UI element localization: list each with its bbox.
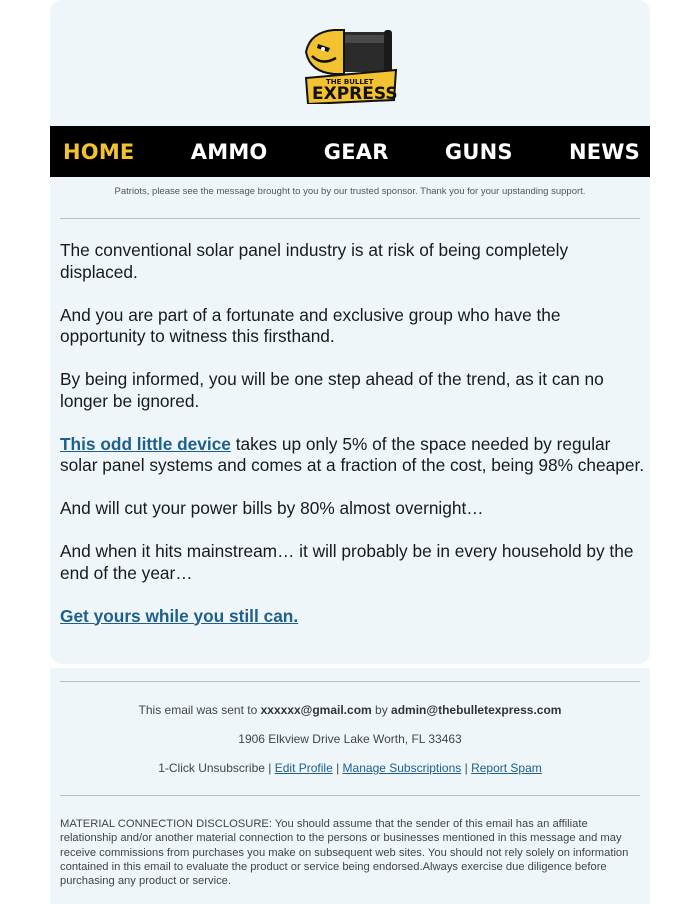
nav-ammo[interactable]: AMMO (190, 139, 268, 164)
body-paragraph-4 (60, 434, 645, 477)
footer-links (50, 761, 650, 775)
bullet-mascot-icon (300, 26, 400, 104)
logo-big-text: EXPRESS (312, 84, 398, 104)
unsubscribe-link[interactable]: 1-Click Unsubscribe (158, 761, 265, 775)
body-paragraph-4-rest: takes up only 5% of the space needed by regular solar panel systems and comes at a fraction of the cost, being 98% cheaper. (60, 433, 645, 475)
cta-link[interactable]: Get yours while you still can. (60, 605, 299, 626)
footer-divider-top (60, 681, 640, 682)
body-paragraph-2: And you are part of a fortunate and exclusive group who have the opportunity to witness this firsthand. (60, 304, 561, 346)
body-paragraph-6: And when it hits mainstream… it will probably be in every household by the end of the year… (60, 541, 634, 583)
main-nav (50, 126, 650, 177)
sent-to-line (50, 703, 650, 717)
logo-small-text: THE BULLET (326, 78, 374, 86)
cta-paragraph (60, 606, 645, 628)
bullet-express-logo[interactable] (300, 26, 400, 104)
sponsor-note: Patriots, please see the message brought to you by our trusted sponsor. Thank you for your upstanding support. (114, 186, 586, 197)
sent-prefix: This email was sent to (138, 703, 261, 717)
material-disclosure: MATERIAL CONNECTION DISCLOSURE: You should assume that the sender of this email has an affiliate relationship and/or another material connection to the persons or businesses mentioned in this message and may receive commissions from purchases you make on subsequent web sites. You should not rely solely on information contained in this email to evaluate the product or service being endorsed.Always exercise due diligence before purchasing any product or service. (60, 818, 629, 888)
body-paragraph-3: By being informed, you will be one step ahead of the trend, as it can no longer be ignored. (60, 369, 604, 411)
separator: | (264, 761, 275, 775)
sender-email: admin@thebulletexpress.com (391, 703, 562, 717)
mailing-address: 1906 Elkview Drive Lake Worth, FL 33463 (238, 732, 462, 746)
separator: | (461, 761, 472, 775)
divider (60, 218, 640, 219)
footer-divider-bottom (60, 795, 640, 796)
nav-guns[interactable]: GUNS (444, 139, 513, 164)
body-paragraph-5: And will cut your power bills by 80% almost overnight… (60, 498, 484, 518)
nav-home[interactable]: HOME (63, 139, 135, 164)
email-card (50, 0, 650, 664)
body-paragraph-1: The conventional solar panel industry is at risk of being completely displaced. (60, 240, 569, 282)
manage-subscriptions-link[interactable]: Manage Subscriptions (342, 761, 462, 775)
nav-gear[interactable]: GEAR (323, 139, 389, 164)
device-link[interactable]: This odd little device (60, 433, 231, 454)
logo-header (50, 0, 650, 126)
recipient-email: xxxxxx@gmail.com (260, 703, 372, 717)
email-body (60, 240, 645, 649)
edit-profile-link[interactable]: Edit Profile (274, 761, 333, 775)
sent-by: by (371, 703, 392, 717)
separator: | (332, 761, 343, 775)
nav-news[interactable]: NEWS (568, 139, 640, 164)
report-spam-link[interactable]: Report Spam (471, 761, 542, 775)
